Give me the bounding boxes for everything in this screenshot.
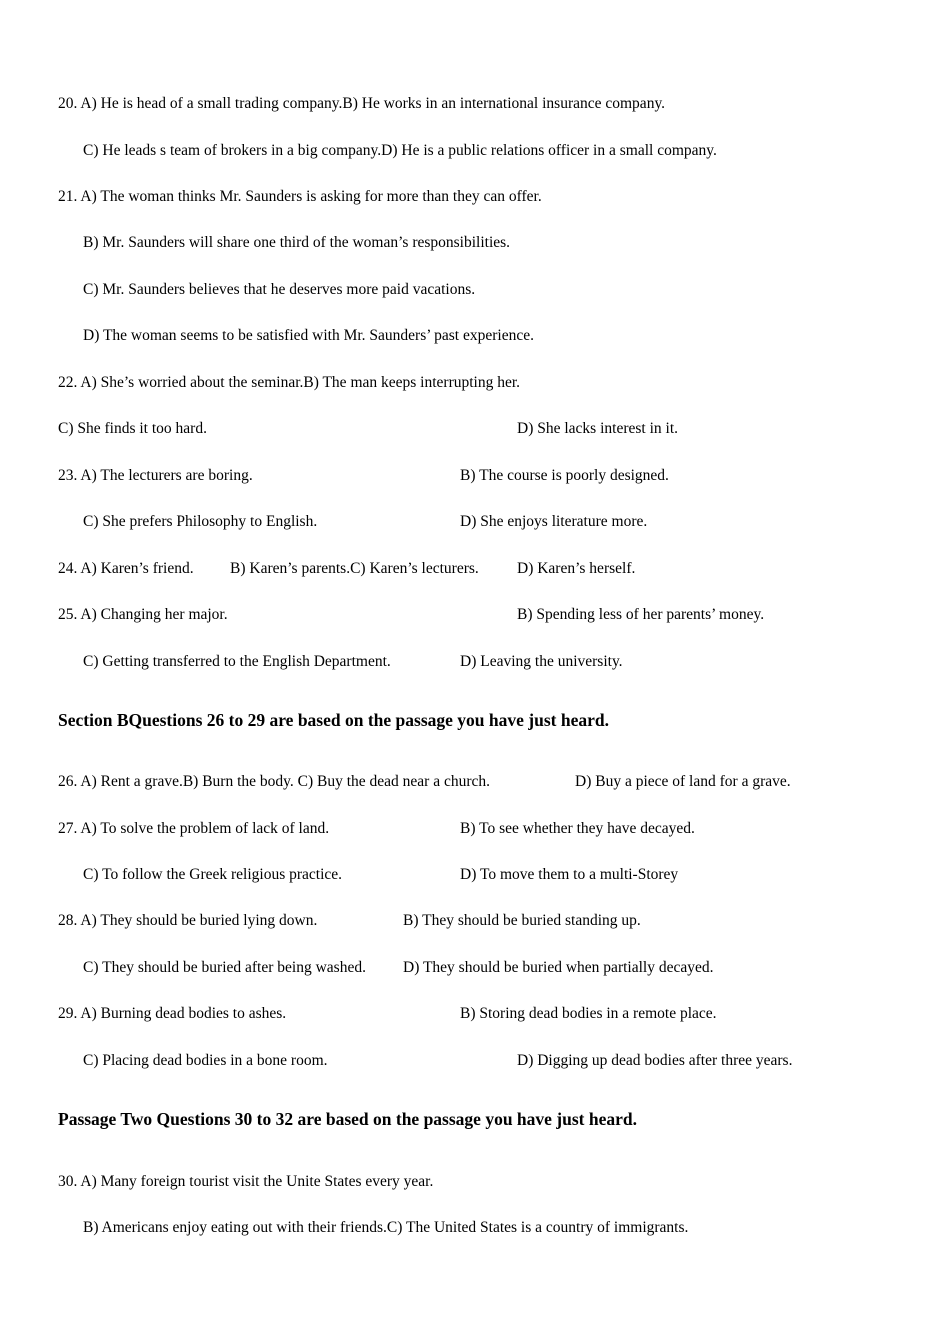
q23-option-d: D) She enjoys literature more.	[460, 513, 648, 530]
q21-option-d: D) The woman seems to be satisfied with Mr. Saunders’ past experience.	[83, 327, 534, 344]
q25-option-c: C) Getting transferred to the English Department.	[83, 653, 391, 670]
q30-option-a: 30. A) Many foreign tourist visit the Unite States every year.	[58, 1173, 434, 1190]
passage-two-heading: Passage Two Questions 30 to 32 are based on the passage you have just heard.	[58, 1109, 638, 1129]
q29-option-c: C) Placing dead bodies in a bone room.	[83, 1052, 328, 1069]
q21-option-a: 21. A) The woman thinks Mr. Saunders is asking for more than they can offer.	[58, 188, 542, 205]
q28-option-d: D) They should be buried when partially decayed.	[403, 959, 714, 976]
q23-option-b: B) The course is poorly designed.	[460, 467, 669, 484]
q24-option-d: D) Karen’s herself.	[517, 560, 636, 577]
q21-option-b: B) Mr. Saunders will share one third of the woman’s responsibilities.	[83, 234, 511, 251]
q28-option-b: B) They should be buried standing up.	[403, 912, 641, 929]
q22-option-d: D) She lacks interest in it.	[517, 420, 678, 437]
q26-option-d: D) Buy a piece of land for a grave.	[575, 773, 791, 790]
q24-option-bc: B) Karen’s parents.C) Karen’s lecturers.	[230, 560, 479, 577]
q23-option-a: 23. A) The lecturers are boring.	[58, 467, 253, 484]
q20-line-1: 20. A) He is head of a small trading company.B) He works in an international insurance company.	[58, 95, 666, 112]
q25-option-d: D) Leaving the university.	[460, 653, 623, 670]
q28-option-c: C) They should be buried after being washed.	[83, 959, 366, 976]
q29-option-b: B) Storing dead bodies in a remote place.	[460, 1005, 717, 1022]
q23-option-c: C) She prefers Philosophy to English.	[83, 513, 318, 530]
q22-option-c: C) She finds it too hard.	[58, 420, 207, 437]
q29-option-d: D) Digging up dead bodies after three years.	[517, 1052, 793, 1069]
q27-option-b: B) To see whether they have decayed.	[460, 820, 695, 837]
q29-option-a: 29. A) Burning dead bodies to ashes.	[58, 1005, 287, 1022]
q25-option-a: 25. A) Changing her major.	[58, 606, 228, 623]
q25-option-b: B) Spending less of her parents’ money.	[517, 606, 765, 623]
q26-option-abc: 26. A) Rent a grave.B) Burn the body. C) Buy the dead near a church.	[58, 773, 491, 790]
q20-line-2: C) He leads s team of brokers in a big company.D) He is a public relations officer in a small company.	[83, 142, 717, 159]
q27-option-c: C) To follow the Greek religious practice.	[83, 866, 343, 883]
q24-option-a: 24. A) Karen’s friend.	[58, 560, 194, 577]
section-b-heading: Section BQuestions 26 to 29 are based on the passage you have just heard.	[58, 710, 609, 730]
q22-option-ab: 22. A) She’s worried about the seminar.B) The man keeps interrupting her.	[58, 374, 521, 391]
q30-option-bc: B) Americans enjoy eating out with their friends.C) The United States is a country of immigrants.	[83, 1219, 689, 1236]
q27-option-a: 27. A) To solve the problem of lack of land.	[58, 820, 330, 837]
q28-option-a: 28. A) They should be buried lying down.	[58, 912, 318, 929]
q27-option-d: D) To move them to a multi-Storey	[460, 866, 679, 883]
q21-option-c: C) Mr. Saunders believes that he deserves more paid vacations.	[83, 281, 476, 298]
